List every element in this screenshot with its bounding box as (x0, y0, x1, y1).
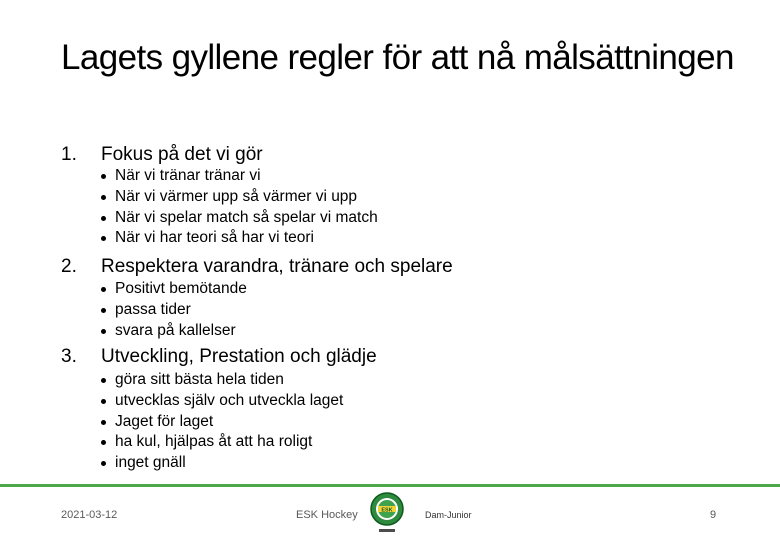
page-number: 9 (710, 509, 717, 521)
bullet-item: göra sitt bästa hela tiden (99, 370, 343, 391)
bullet-list-1 (99, 166, 378, 249)
bullet-list-2 (99, 279, 247, 341)
section-title: Respektera varandra, tränare och spelare (101, 256, 453, 277)
section-title: Fokus på det vi gör (101, 144, 263, 165)
section-title: Utveckling, Prestation och glädje (101, 346, 377, 367)
bullet-item: När vi spelar match så spelar vi match (99, 208, 378, 229)
section-number: 2. (61, 256, 77, 277)
logo-text: ESK (381, 507, 393, 514)
section-number: 3. (61, 346, 77, 367)
club-logo-icon (370, 490, 404, 536)
bullet-item: svara på kallelser (99, 321, 247, 342)
section-number: 1. (61, 144, 77, 165)
footer-date: 2021-03-12 (61, 509, 118, 521)
footer-org: ESK Hockey (296, 509, 358, 521)
bullet-item: När vi värmer upp så värmer vi upp (99, 187, 378, 208)
bullet-item: utvecklas själv och utveckla laget (99, 391, 343, 412)
bullet-list-3 (99, 370, 343, 474)
footer-divider (0, 484, 780, 487)
bullet-item: Jaget för laget (99, 412, 343, 433)
slide-title: Lagets gyllene regler för att nå målsättningen (61, 38, 734, 77)
bullet-item: Positivt bemötande (99, 279, 247, 300)
section-heading-2 (61, 256, 453, 278)
section-heading-3 (61, 346, 377, 368)
bullet-item: När vi har teori så har vi teori (99, 228, 378, 249)
section-heading-1 (61, 144, 263, 166)
bullet-item: inget gnäll (99, 453, 343, 474)
footer-team: Dam-Junior (425, 510, 472, 520)
bullet-item: ha kul, hjälpas åt att ha roligt (99, 432, 343, 453)
bullet-item: passa tider (99, 300, 247, 321)
bullet-item: När vi tränar tränar vi (99, 166, 378, 187)
